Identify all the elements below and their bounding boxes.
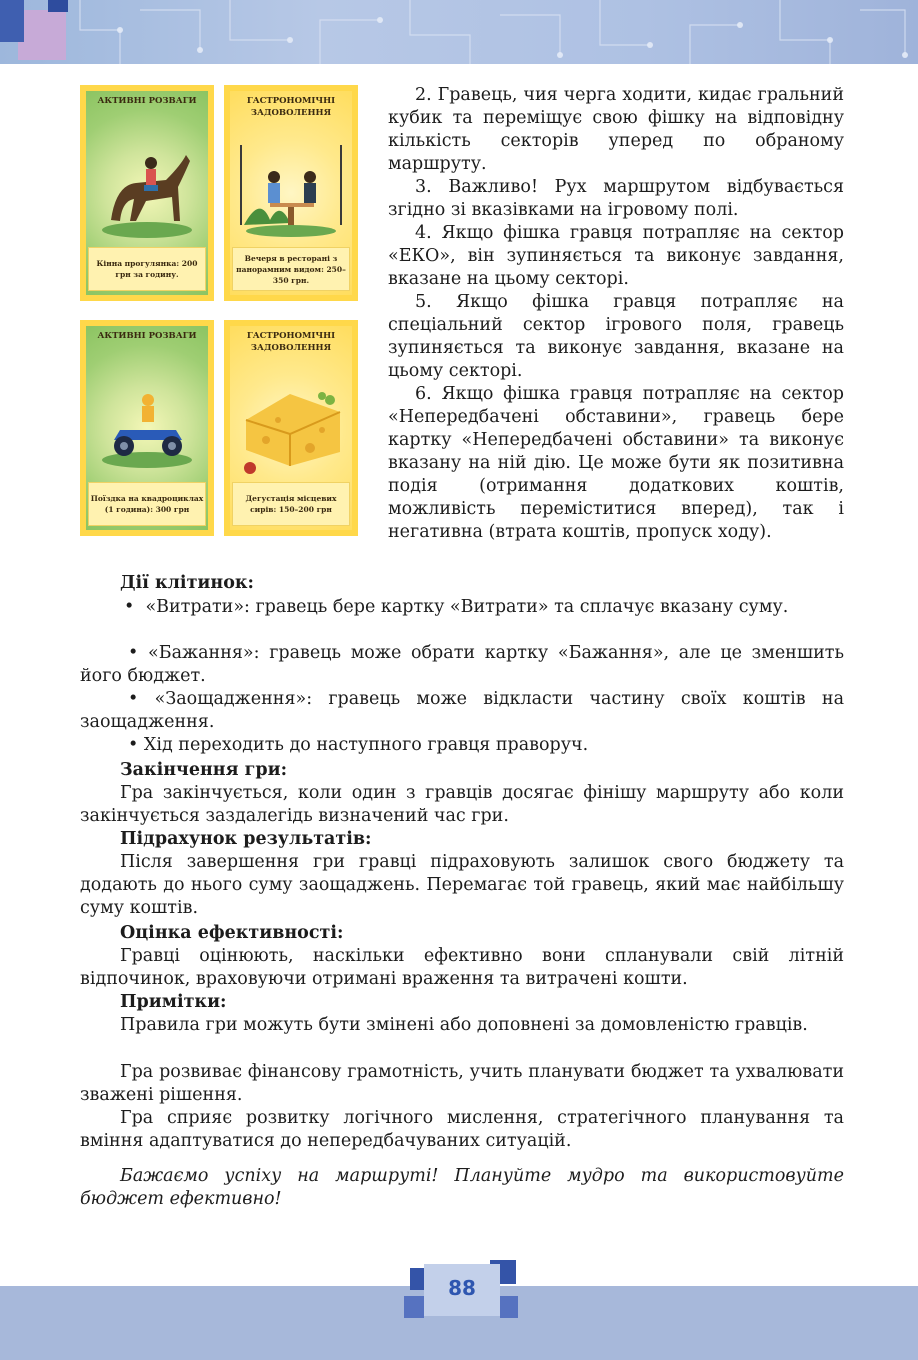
card-caption: Поїздка на квадроциклах (1 година): 300 грн [88,482,206,526]
bullet-item [80,734,844,757]
horse-rider-illustration [86,125,208,245]
rule-2: 2. Гравець, чия черга ходити, кидає гральний кубик та переміщує свою фішку на відповідну кількість секторів уперед по обраному маршруту. [388,85,844,174]
bullet-icon: • [128,735,144,755]
closing-text: Бажаємо успіху на маршруті! Плануйте мудро та використовуйте бюджет ефективно! [80,1166,844,1209]
bullet-icon: • [128,689,155,709]
paragraph: Гравці оцінюють, наскільки ефективно вони спланували свій літній відпочинок, враховуючи отримані враження та витрачені кошти. [80,946,844,989]
card-title: ГАСТРОНОМІЧНІ ЗАДОВОЛЕННЯ [246,96,336,118]
cheese-illustration [230,360,352,480]
bullet-text: «Витрати»: гравець бере картку «Витрати» та сплачує вказану суму. [145,597,789,617]
rule-4: 4. Якщо фішка гравця потрапляє на сектор «ЕКО», він зупиняється та виконує завдання, вказане на цьому секторі. [388,223,844,289]
card-caption: Вечеря в ресторані з панорамним видом: 250–350 грн. [232,247,350,291]
bullet-item [80,688,844,734]
circuit-pattern [0,0,918,64]
paragraph: Після завершення гри гравці підраховують залишок свого бюджету та додають до нього суму заощаджень. Перемагає той гравець, який має найбільшу суму коштів. [80,852,844,918]
paragraph: Гра сприяє розвитку логічного мислення, стратегічного планування та вміння адаптуватися до непередбачуваних ситуацій. [80,1108,844,1151]
section-heading: Примітки: [120,992,227,1012]
section-heading: Оцінка ефективності: [120,923,344,943]
bullet-text: «Заощадження»: гравець може відкласти частину своїх коштів на заощадження. [80,689,844,732]
section-heading: Закінчення гри: [120,760,288,780]
rule-6: 6. Якщо фішка гравця потрапляє на сектор «Непередбачені обставини», гравець бере картку «Непередбачені обставини» та виконує вказану на ній дію. Це може бути як позитивна подія (отримання додаткових коштів, можливість переміститися вперед), так і негативна (втрата коштів, пропуск ходу). [388,384,844,542]
section-heading: Підрахунок результатів: [120,829,372,849]
bullet-icon: • [124,597,146,617]
card-title: АКТИВНІ РОЗВАГИ [97,96,197,106]
card-horse-riding [80,85,214,301]
paragraph: Правила гри можуть бути змінені або доповнені за домовленістю гравців. [120,1015,808,1035]
bullet-item [80,596,844,619]
card-title: АКТИВНІ РОЗВАГИ [97,331,197,341]
rule-3: 3. Важливо! Рух маршрутом відбувається згідно зі вказівками на ігровому полі. [388,177,844,220]
bullet-text: «Бажання»: гравець може обрати картку «Бажання», але це зменшить його бюджет. [80,643,844,686]
decor-square [404,1296,424,1318]
paragraph: Гра розвиває фінансову грамотність, учить планувати бюджет та ухвалювати зважені рішення. [80,1062,844,1105]
card-restaurant [224,85,358,301]
section-heading: Дії клітинок: [120,573,254,593]
bullet-icon: • [128,643,149,663]
page-number: 88 [448,1276,476,1300]
decor-square [500,1296,518,1318]
bullet-text: Хід переходить до наступного гравця праворуч. [143,735,589,755]
card-title: ГАСТРОНОМІЧНІ ЗАДОВОЛЕННЯ [246,331,336,353]
card-cheese-tasting [224,320,358,536]
rule-5: 5. Якщо фішка гравця потрапляє на спеціальний сектор ігрового поля, гравець зупиняється та виконує завдання, вказане на цьому секторі. [388,292,844,381]
bullet-item [80,642,844,688]
paragraph: Гра закінчується, коли один з гравців досягає фінішу маршруту або коли закінчується заздалегідь визначений час гри. [80,783,844,826]
card-quad-bike [80,320,214,536]
restaurant-couple-illustration [230,125,352,245]
card-caption: Дегустація місцевих сирів: 150–200 грн [232,482,350,526]
quad-bike-illustration [86,360,208,480]
card-caption: Кінна прогулянка: 200 грн за годину. [88,247,206,291]
header-banner [0,0,918,64]
